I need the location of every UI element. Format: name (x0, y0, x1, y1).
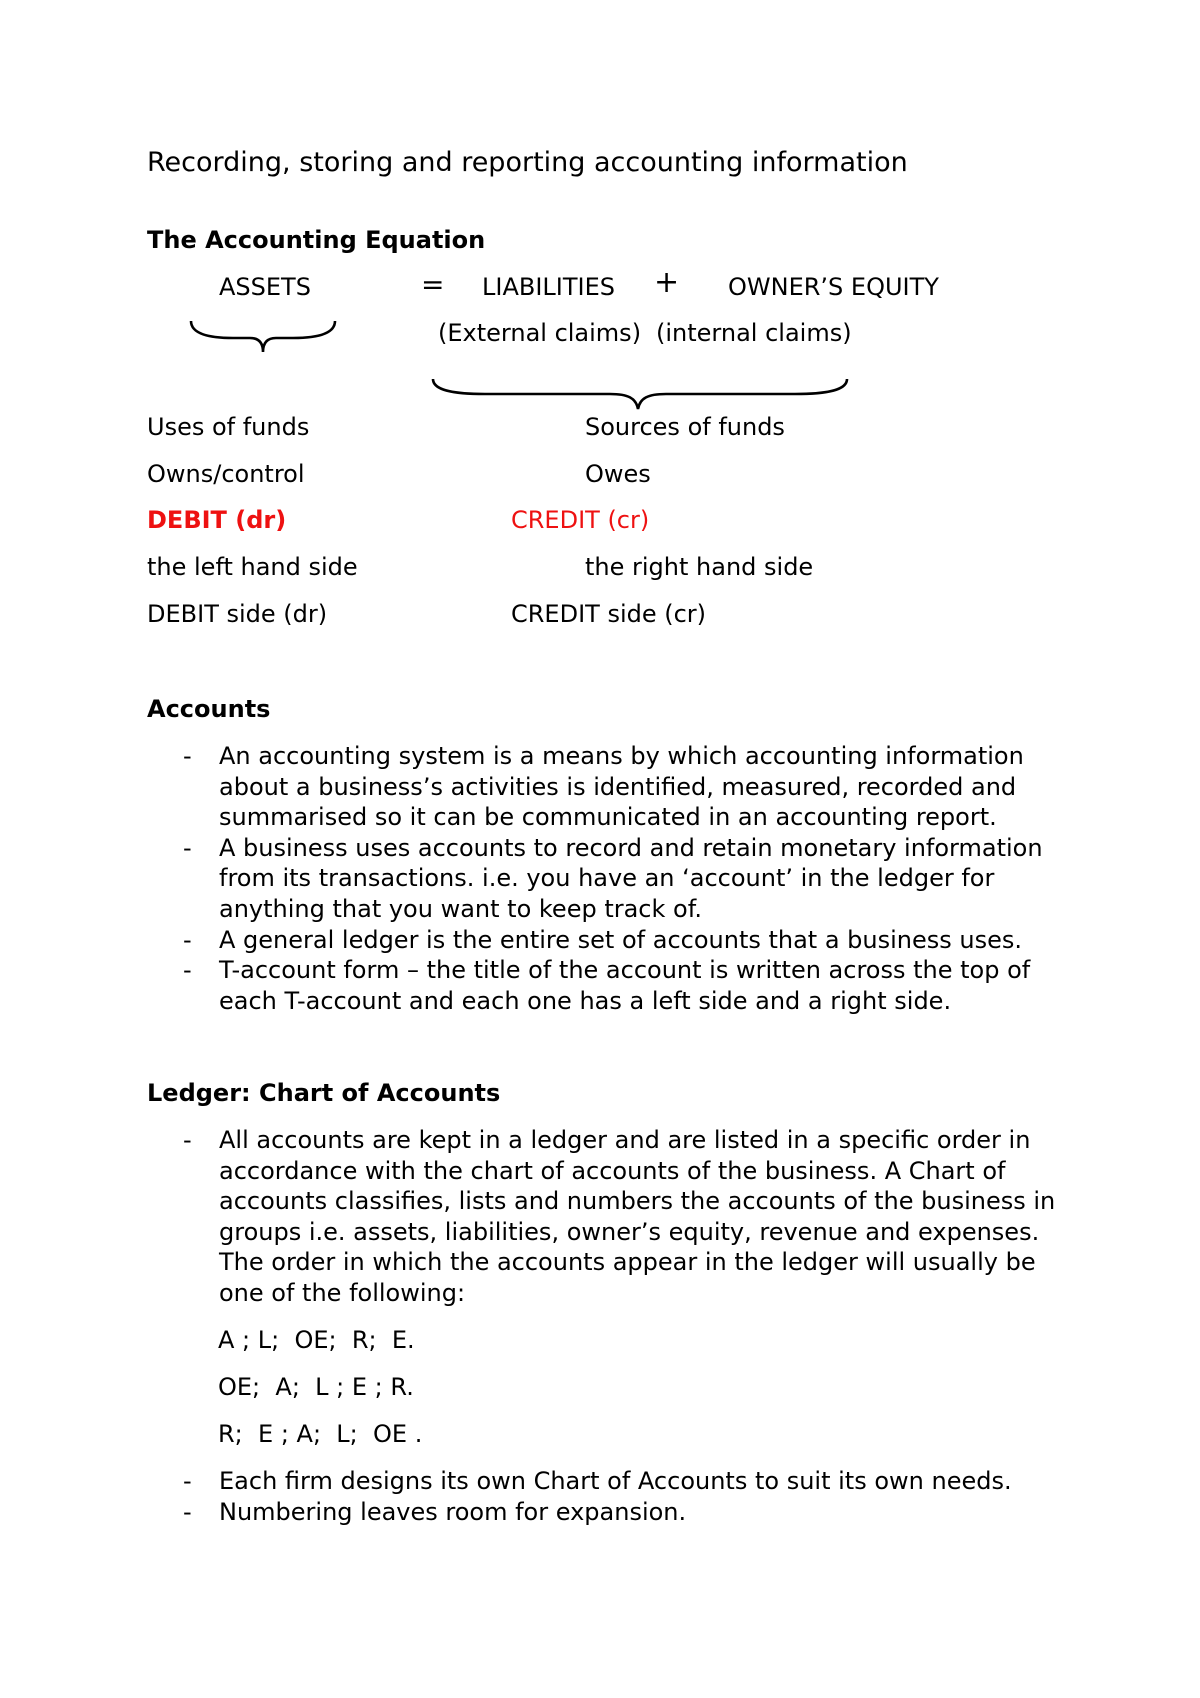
list-item (183, 1125, 1079, 1309)
owners-equity-label: OWNER’S EQUITY (728, 273, 939, 301)
list-item (183, 1497, 1079, 1528)
uses-of-funds: Uses of funds (147, 413, 310, 441)
equation-heading: The Accounting Equation (147, 226, 486, 254)
external-claims-label: (External claims) (438, 319, 642, 347)
assets-brace-icon (188, 318, 338, 358)
debit-label: DEBIT (dr) (147, 506, 287, 534)
ledger-bullet-list (183, 1125, 1079, 1309)
credit-side: CREDIT side (cr) (511, 600, 707, 628)
dash-bullet: - (183, 833, 192, 862)
bullet-text: A business uses accounts to record and retain monetary information from its transactions. i.e. you have an ‘account’ in the ledger for anything that you want to keep track of. (219, 833, 1043, 923)
dash-bullet: - (183, 925, 192, 954)
claims-brace-icon (430, 376, 850, 414)
left-hand-side: the left hand side (147, 553, 358, 581)
dash-bullet: - (183, 1497, 192, 1526)
ledger-bullet-list-2 (183, 1466, 1079, 1527)
dash-bullet: - (183, 742, 192, 770)
dash-bullet: - (183, 1126, 192, 1154)
internal-claims-label: (internal claims) (656, 319, 852, 347)
list-item (183, 741, 1079, 833)
document-title: Recording, storing and reporting accounting information (147, 147, 908, 178)
sources-of-funds: Sources of funds (585, 413, 785, 441)
assets-label: ASSETS (219, 273, 311, 301)
bullet-text: T-account form – the title of the account is written across the top of each T-account and each one has a left side and a right side. (219, 956, 1031, 1015)
ledger-order-3: R; E ; A; L; OE . (218, 1420, 423, 1448)
accounts-heading: Accounts (147, 695, 271, 723)
dash-bullet: - (183, 1467, 192, 1495)
plus-sign: + (654, 265, 680, 300)
list-item (183, 955, 1079, 1016)
ledger-heading: Ledger: Chart of Accounts (147, 1079, 501, 1107)
equals-sign: = (421, 268, 445, 301)
owes: Owes (585, 460, 651, 488)
list-item (183, 833, 1079, 925)
bullet-text: All accounts are kept in a ledger and are listed in a specific order in accordance with the chart of accounts of the business. A Chart of accounts classifies, lists and numbers the accounts of the business in groups i.e. assets, liabilities, owner’s equity, revenue and expenses. The order in which the accounts appear in the ledger will usually be one of the following: (219, 1126, 1056, 1307)
list-item (183, 925, 1079, 956)
dash-bullet: - (183, 956, 192, 985)
accounts-bullet-list (183, 741, 1079, 1016)
ledger-order-2: OE; A; L ; E ; R. (218, 1373, 414, 1401)
bullet-text: Numbering leaves room for expansion. (219, 1497, 687, 1526)
bullet-text: A general ledger is the entire set of accounts that a business uses. (219, 925, 1023, 954)
debit-side: DEBIT side (dr) (147, 600, 328, 628)
list-item (183, 1466, 1079, 1497)
credit-label: CREDIT (cr) (511, 506, 650, 534)
ledger-order-1: A ; L; OE; R; E. (218, 1326, 415, 1354)
bullet-text: An accounting system is a means by which accounting information about a business’s activities is identified, measured, recorded and summarised so it can be communicated in an accounting report. (219, 742, 1024, 832)
bullet-text: Each firm designs its own Chart of Accounts to suit its own needs. (219, 1467, 1012, 1495)
liabilities-label: LIABILITIES (482, 273, 615, 301)
owns-control: Owns/control (147, 460, 305, 488)
right-hand-side: the right hand side (585, 553, 814, 581)
